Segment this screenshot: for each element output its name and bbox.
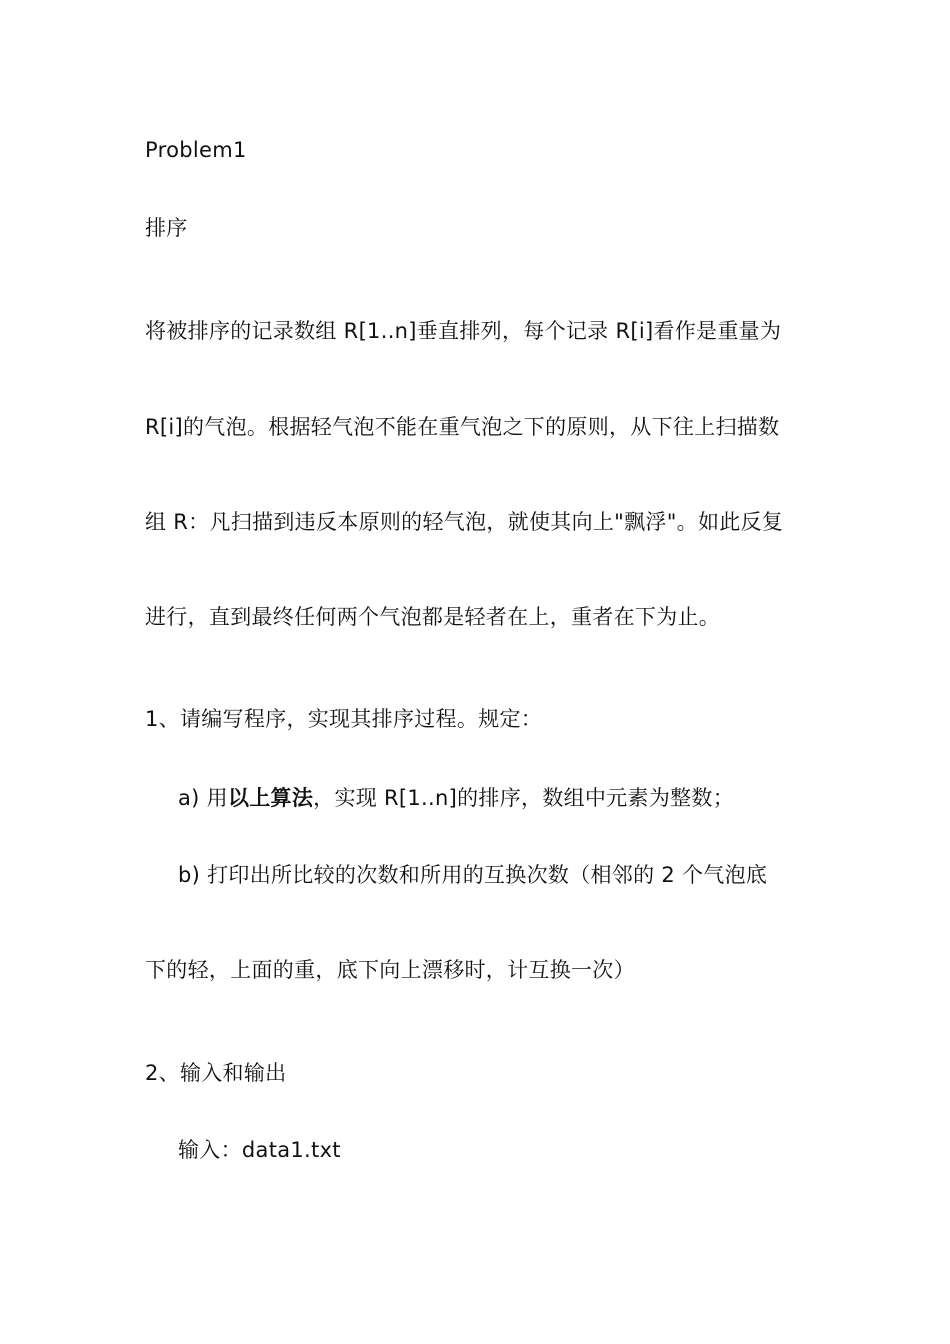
problem-subtitle: 排序: [145, 216, 188, 240]
item-a-bold-text: 以上算法: [227, 786, 314, 810]
problem-title: Problem1: [145, 138, 247, 162]
description-line-2: R[i]的气泡。根据轻气泡不能在重气泡之下的原则，从下往上扫描数: [145, 415, 780, 439]
section-1-item-a: [178, 784, 734, 812]
section-1-heading: 1、请编写程序，实现其排序过程。规定：: [145, 707, 543, 731]
description-line-1: 将被排序的记录数组 R[1..n]垂直排列，每个记录 R[i]看作是重量为: [145, 319, 782, 343]
description-line-4: 进行，直到最终任何两个气泡都是轻者在上，重者在下为止。: [145, 605, 721, 629]
item-a-suffix: ，实现 R[1..n]的排序，数组中元素为整数；: [313, 786, 735, 810]
section-1-item-b-line-1: b) 打印出所比较的次数和所用的互换次数（相邻的 2 个气泡底: [178, 863, 768, 887]
section-2-input-line: 输入：data1.txt: [178, 1138, 341, 1162]
item-a-prefix: a) 用: [178, 786, 228, 810]
section-2-heading: 2、输入和输出: [145, 1061, 287, 1085]
description-line-3: 组 R：凡扫描到违反本原则的轻气泡，就使其向上"飘浮"。如此反复: [145, 510, 784, 534]
section-1-item-b-line-2: 下的轻，上面的重，底下向上漂移时，计互换一次）: [145, 958, 635, 982]
